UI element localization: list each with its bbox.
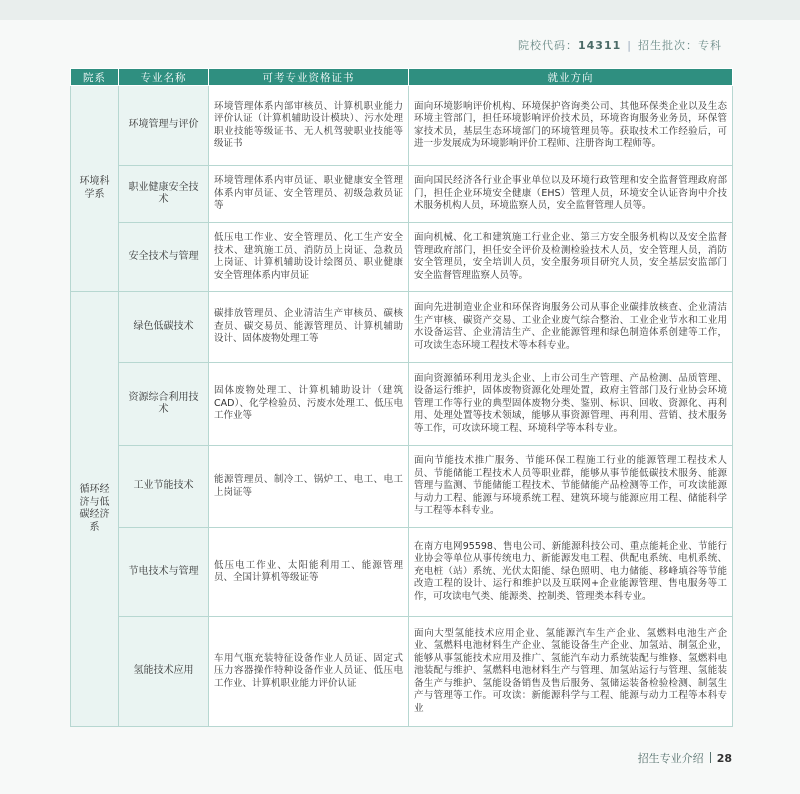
table-row [71, 292, 733, 363]
career-cell: 面向机械、化工和建筑施工行业企业、第三方安全服务机构以及安全监督管理政府部门，担任安全评价及检测检验技术人员，安全管理人员，消防安全管理员，安全培训人员，安全服务项目研究人员，安全基层安监部门安全监督管理监察人员等。 [409, 223, 733, 292]
career-cell: 面向环境影响评价机构、环境保护咨询类公司、其他环保类企业以及生态环境主管部门，担任环境影响评价技术员，环境咨询服务业务员，环保管家技术员，基层生态环境部门的环境管理员等。获取技术工作经验后，可进一步发展成为环境影响评价工程师、注册咨询工程师等。 [409, 86, 733, 166]
major-name: 环境管理与评价 [119, 86, 209, 166]
footer-divider [710, 752, 711, 763]
table-row [71, 617, 733, 727]
major-name: 节电技术与管理 [119, 528, 209, 617]
certificates-cell: 环境管理体系内部审核员、计算机职业能力评价认证（计算机辅助设计模块）、污水处理职业技能等级证书、无人机驾驶职业技能等级证书 [209, 86, 409, 166]
header-certificates: 可考专业资格证书 [209, 69, 409, 86]
certificates-cell: 能源管理员、制冷工、锅炉工、电工、电工上岗证等 [209, 446, 409, 528]
major-name: 安全技术与管理 [119, 223, 209, 292]
header-college: 院系 [71, 69, 119, 86]
table-row [71, 363, 733, 446]
school-code-value: 14311 [578, 39, 622, 52]
career-cell: 在南方电网95598、售电公司、新能源科技公司、重点能耗企业、节能行业协会等单位从事传统电力、新能源发电工程、供配电系统、电机系统、充电桩（站）系统、光伏太阳能、绿色照明、电力储能、移峰填谷等节能改造工程的设计、运行和维护以及互联网+企业能源管理、售电服务等工作，可攻读电气类、能源类、控制类、管理类本科专业。 [409, 528, 733, 617]
certificates-cell: 碳排放管理员、企业清洁生产审核员、碳核查员、碳交易员、能源管理员、计算机辅助设计、固体废物处理工等 [209, 292, 409, 363]
career-cell: 面向节能技术推广服务、节能环保工程施工行业的能源管理工程技术人员、节能储能工程技术人员等职业群，能够从事节能低碳技术服务、能源管理与监测、节能储能工程技术、节能储能产品检测等工作，可攻读能源与动力工程、能源与环境系统工程、建筑环境与能源应用工程、储能科学与工程等本科专业。 [409, 446, 733, 528]
major-name: 工业节能技术 [119, 446, 209, 528]
table-row [71, 528, 733, 617]
header-career: 就业方向 [409, 69, 733, 86]
certificates-cell: 低压电工作业、安全管理员、化工生产安全技术、建筑施工员、消防员上岗证、急救员上岗证、计算机辅助设计绘图员、职业健康安全管理体系内审员证 [209, 223, 409, 292]
table-row [71, 223, 733, 292]
major-name: 职业健康安全技术 [119, 166, 209, 223]
top-band [0, 0, 800, 20]
footer-label: 招生专业介绍 [637, 752, 704, 765]
table-header-row [71, 69, 733, 86]
page-number: 28 [716, 752, 732, 765]
majors-table [70, 68, 733, 727]
table-row [71, 446, 733, 528]
major-name: 氢能技术应用 [119, 617, 209, 727]
header-major: 专业名称 [119, 69, 209, 86]
school-info-header: 院校代码：14311 | 招生批次：专科 [518, 39, 722, 52]
career-cell: 面向先进制造业企业和环保咨询服务公司从事企业碳排放核查、企业清洁生产审核、碳资产交易、工业企业废气综合整治、工业企业节水和工业用水设备运营、企业清洁生产、企业能源管理和绿色制造体系创建等工作，可攻读生态环境工程技术等本科专业。 [409, 292, 733, 363]
certificates-cell: 固体废物处理工、计算机辅助设计（建筑CAD）、化学检验员、污废水处理工、低压电工作业等 [209, 363, 409, 446]
table-row [71, 86, 733, 166]
certificates-cell: 环境管理体系内审员证、职业健康安全管理体系内审员证、安全管理员、初级急救员证等 [209, 166, 409, 223]
batch-label: 招生批次： [638, 39, 698, 52]
major-name: 绿色低碳技术 [119, 292, 209, 363]
college-cell: 循环经济与低碳经济系 [71, 292, 119, 727]
career-cell: 面向国民经济各行业企事业单位以及环境行政管理和安全监督管理政府部门，担任企业环境安全健康（EHS）管理人员，环境安全认证咨询中介技术服务机构人员，环境监察人员，安全监督管理人员等。 [409, 166, 733, 223]
page-footer [638, 750, 732, 766]
batch-value: 专科 [698, 39, 722, 52]
school-code-label: 院校代码： [518, 39, 578, 52]
certificates-cell: 低压电工作业、太阳能利用工、能源管理员、全国计算机等级证等 [209, 528, 409, 617]
major-name: 资源综合利用技术 [119, 363, 209, 446]
career-cell: 面向大型氢能技术应用企业、氢能源汽车生产企业、氢燃料电池生产企业、氢燃料电池材料生产企业、氢能设备生产企业、加氢站、制氢企业，能够从事氢能技术应用及推广、氢能汽车动力系统装配与维修、氢燃料电池装配与维护、氢燃料电池材料生产与管理、加氢站运行与管理、氢能装备生产与维护、氢能设备销售及售后服务、氢储运装备检验检测、制氢生产与管理等工作。可攻读：新能源科学与工程、能源与动力工程等本科专业 [409, 617, 733, 727]
certificates-cell: 车用气瓶充装特征设备作业人员证、固定式压力容器操作特种设备作业人员证、低压电工作业、计算机职业能力评价认证 [209, 617, 409, 727]
college-cell: 环境科学系 [71, 86, 119, 292]
table-row [71, 166, 733, 223]
career-cell: 面向资源循环利用龙头企业、上市公司生产管理、产品检测、品质管理、设备运行维护，固体废物资源化处理处置，政府主管部门及行业协会环境管理工作等行业的典型固体废物分类、鉴别、标识、回收、资源化、再利用、处理处置等技术领域，能够从事资源管理、再利用、营销、技术服务等工作，可攻读环境工程、环境科学等本科专业。 [409, 363, 733, 446]
